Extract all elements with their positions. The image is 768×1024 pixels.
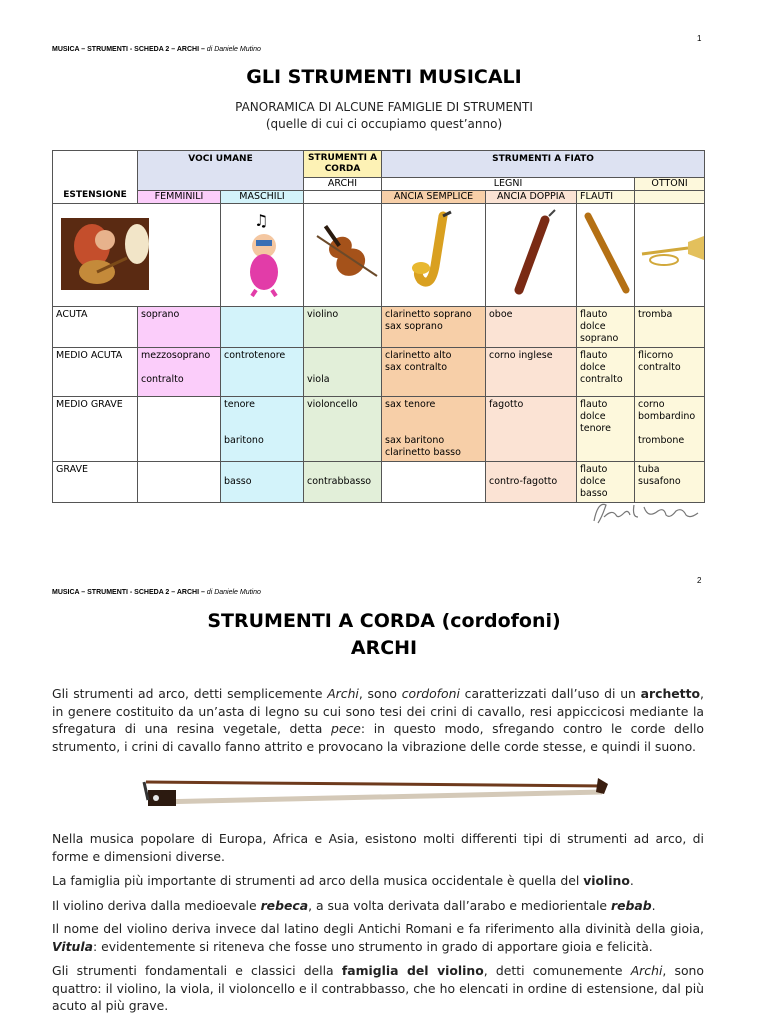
cell-ancia-doppia: oboe	[486, 307, 577, 348]
cell-maschili	[221, 307, 304, 348]
bow-image	[140, 768, 612, 814]
cell-archi: violoncello	[304, 397, 382, 462]
cell-maschili: controtenore	[221, 348, 304, 397]
cell-ancia-semplice	[382, 462, 486, 503]
header-ottoni: OTTONI	[635, 178, 705, 191]
instruments-table	[52, 150, 705, 503]
cell-maschili: tenore baritono	[221, 397, 304, 462]
subtitle: PANORAMICA DI ALCUNE FAMIGLIE DI STRUMENTI	[235, 100, 533, 114]
cell-flauti: flauto dolce tenore	[577, 397, 635, 462]
header-femminili: FEMMINILI	[138, 191, 221, 204]
paragraph-archi-intro: Gli strumenti ad arco, detti semplicemente Archi, sono cordofoni caratterizzati dall’uso di un archetto, in genere costituito da un’asta di legno su cui sono tesi dei crini di cavallo, resi appiccicosi mediante la sfregatura di una resina vegetale, detta pece: in questo modo, sfregando contro le corde dello strumento, i crini di cavallo fanno attrito e provocano la vibrazione delle corde stesse, e quindi il suono.	[52, 686, 704, 754]
header-maschili: MASCHILI	[221, 191, 304, 204]
page-header: MUSICA – STRUMENTI - SCHEDA 2 – ARCHI – di Daniele Mutino	[52, 46, 261, 53]
header-archi: ARCHI	[304, 178, 382, 191]
angel-lute-image	[53, 204, 221, 307]
signature	[588, 495, 703, 529]
header-strumenti-fiato: STRUMENTI A FIATO	[382, 151, 705, 178]
cell-archi: viola	[304, 348, 382, 397]
row-label-acuta: ACUTA	[53, 307, 138, 348]
header-strumenti-corda: STRUMENTI A CORDA	[304, 151, 382, 178]
header-legni: LEGNI	[382, 178, 635, 191]
page-number: 1	[697, 34, 702, 43]
page-header: MUSICA – STRUMENTI - SCHEDA 2 – ARCHI – di Daniele Mutino	[52, 589, 261, 596]
header-voci-umane: VOCI UMANE	[138, 151, 304, 191]
singer-cartoon-image	[221, 204, 304, 307]
header-ancia-semplice: ANCIA SEMPLICE	[382, 191, 486, 204]
cell-ancia-doppia: corno inglese	[486, 348, 577, 397]
cell-maschili: basso	[221, 462, 304, 503]
cell-archi: contrabbasso	[304, 462, 382, 503]
cell-ancia-doppia: contro-fagotto	[486, 462, 577, 503]
svg-text:♫: ♫	[254, 211, 269, 230]
bassoon-image	[486, 204, 577, 307]
cell-flauti: flauto dolce basso	[577, 462, 635, 503]
header-flauti: FLAUTI	[577, 191, 635, 204]
cell-ancia-semplice: clarinetto alto sax contralto	[382, 348, 486, 397]
cell-flauti: flauto dolce contralto	[577, 348, 635, 397]
cell-archi: violino	[304, 307, 382, 348]
page-title: GLI STRUMENTI MUSICALI	[246, 66, 522, 88]
row-label-grave: GRAVE	[53, 462, 138, 503]
row-label-medio-acuta: MEDIO ACUTA	[53, 348, 138, 397]
section-subtitle: ARCHI	[350, 637, 418, 659]
cell-femminili	[138, 397, 221, 462]
cell-femminili: soprano	[138, 307, 221, 348]
trumpet-image	[635, 204, 705, 307]
paragraph-violin-origin: Il violino deriva dalla medioevale rebeca, a sua volta derivata dall’arabo e mediorientale rebab.	[52, 898, 656, 913]
paragraph-archi-family: Gli strumenti fondamentali e classici della famiglia del violino, detti comunemente Archi, sono quattro: il violino, la viola, il violoncello e il contrabbasso, che ho elencati in ordine di estensione, dal più acuto al più grave.	[52, 963, 704, 1013]
header-ancia-doppia: ANCIA DOPPIA	[486, 191, 577, 204]
paragraph-popular-music: Nella musica popolare di Europa, Africa e Asia, esistono molti differenti tipi di strumenti ad arco, di forme e dimensioni diverse.	[52, 831, 704, 864]
paragraph-violin-name: Il nome del violino deriva invece dal latino degli Antichi Romani e fa riferimento alla divinità della gioia, Vitula: evidentemente si riteneva che fosse uno strumento in grado di apportare gioia e felicità.	[52, 921, 704, 954]
cell-flauti: flauto dolce soprano	[577, 307, 635, 348]
header-estensione: ESTENSIONE	[53, 151, 138, 204]
cell-femminili	[138, 462, 221, 503]
cell-ancia-semplice: clarinetto soprano sax soprano	[382, 307, 486, 348]
section-title: STRUMENTI A CORDA (cordofoni)	[207, 610, 561, 632]
cell-ottoni: corno bombardino trombone	[635, 397, 705, 462]
header-empty	[304, 191, 382, 204]
paragraph-violin-family: La famiglia più importante di strumenti ad arco della musica occidentale è quella del violino.	[52, 873, 634, 888]
saxophone-image	[382, 204, 486, 307]
page-number: 2	[697, 576, 702, 585]
cell-femminili: mezzosoprano contralto	[138, 348, 221, 397]
cell-ottoni: tromba	[635, 307, 705, 348]
cell-ancia-semplice: sax tenore sax baritono clarinetto basso	[382, 397, 486, 462]
cell-ottoni: tuba susafono	[635, 462, 705, 503]
cell-ancia-doppia: fagotto	[486, 397, 577, 462]
violin-image	[304, 204, 382, 307]
recorder-image	[577, 204, 635, 307]
subtitle-note: (quelle di cui ci occupiamo quest’anno)	[265, 117, 503, 131]
cell-ottoni: flicorno contralto	[635, 348, 705, 397]
row-label-medio-grave: MEDIO GRAVE	[53, 397, 138, 462]
